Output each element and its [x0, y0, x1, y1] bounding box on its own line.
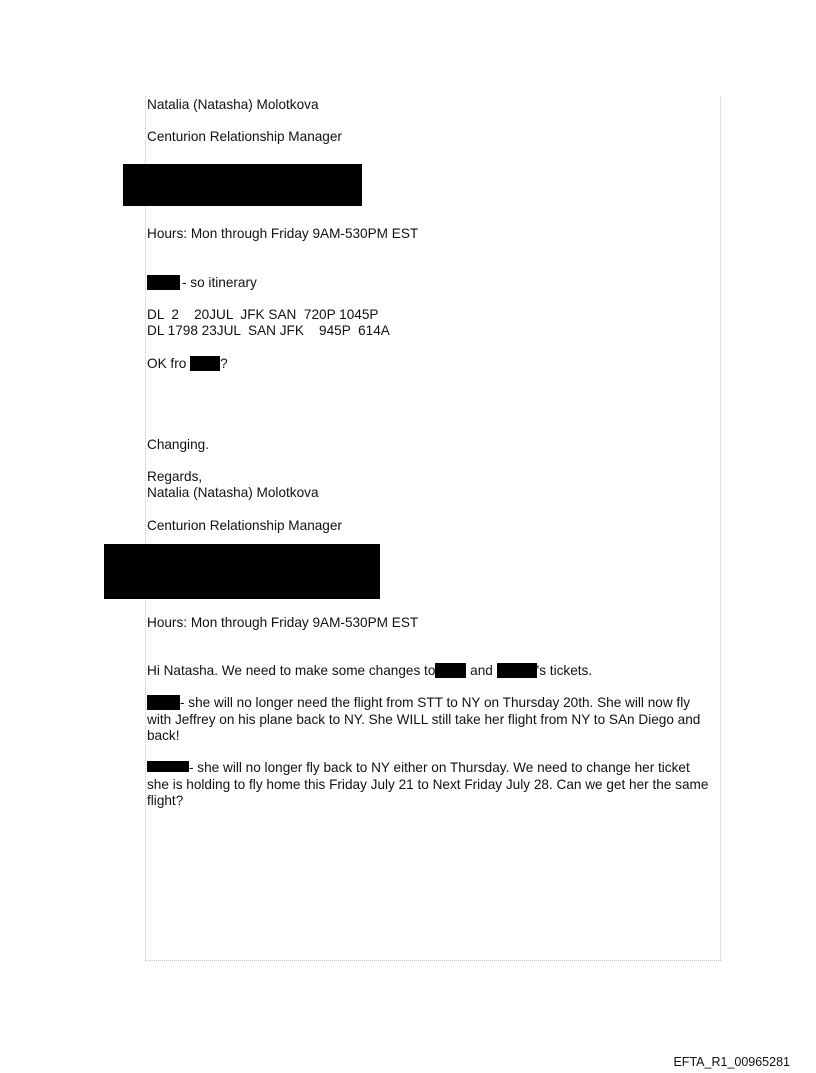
redaction-block-contact-2 — [104, 544, 380, 599]
itinerary-question — [147, 356, 228, 372]
redaction-inline-name — [147, 275, 180, 290]
paragraph-1-text: - she will no longer need the flight from STT to NY on Thursday 20th. She will now fly with Jeffrey on his plane back to NY. She WILL still take her flight from NY to SAn Diego and back! — [147, 695, 701, 743]
signature-hours-2: Hours: Mon through Friday 9AM-530PM EST — [147, 615, 419, 630]
redaction-block-contact-1 — [123, 164, 362, 206]
greeting-middle: and — [466, 663, 497, 678]
redaction-inline-name — [497, 663, 537, 678]
greeting-suffix: 's tickets. — [536, 663, 593, 678]
greeting-prefix: Hi Natasha. We need to make some changes to — [147, 663, 436, 678]
itinerary-intro — [147, 275, 257, 291]
signature-name-2: Natalia (Natasha) Molotkova — [147, 485, 319, 500]
flight-line-2: DL 1798 23JUL SAN JFK 945P 614A — [147, 323, 390, 338]
signature-title-1: Centurion Relationship Manager — [147, 129, 342, 144]
itinerary-intro-text: - so itinerary — [182, 275, 257, 290]
closing: Regards, — [147, 469, 203, 484]
redaction-inline-name — [435, 663, 466, 678]
redaction-inline-name — [147, 695, 180, 710]
paragraph-1 — [147, 695, 713, 745]
redaction-inline-name — [147, 761, 189, 772]
paragraph-2 — [147, 760, 713, 810]
signature-title-2: Centurion Relationship Manager — [147, 518, 342, 533]
signature-name-1: Natalia (Natasha) Molotkova — [147, 97, 319, 112]
question-prefix: OK fro — [147, 356, 191, 371]
signature-hours-1: Hours: Mon through Friday 9AM-530PM EST — [147, 226, 419, 241]
redaction-inline-name — [190, 356, 220, 371]
document-id: EFTA_R1_00965281 — [673, 1055, 790, 1069]
greeting-line — [147, 663, 592, 679]
flight-line-1: DL 2 20JUL JFK SAN 720P 1045P — [147, 307, 379, 322]
paragraph-2-text: - she will no longer fly back to NY either on Thursday. We need to change her ticket she is holding to fly home this Friday July 21 to Next Friday July 28. Can we get her the same flight? — [147, 760, 709, 808]
reply-body: Changing. — [147, 437, 209, 452]
question-suffix: ? — [220, 356, 228, 371]
